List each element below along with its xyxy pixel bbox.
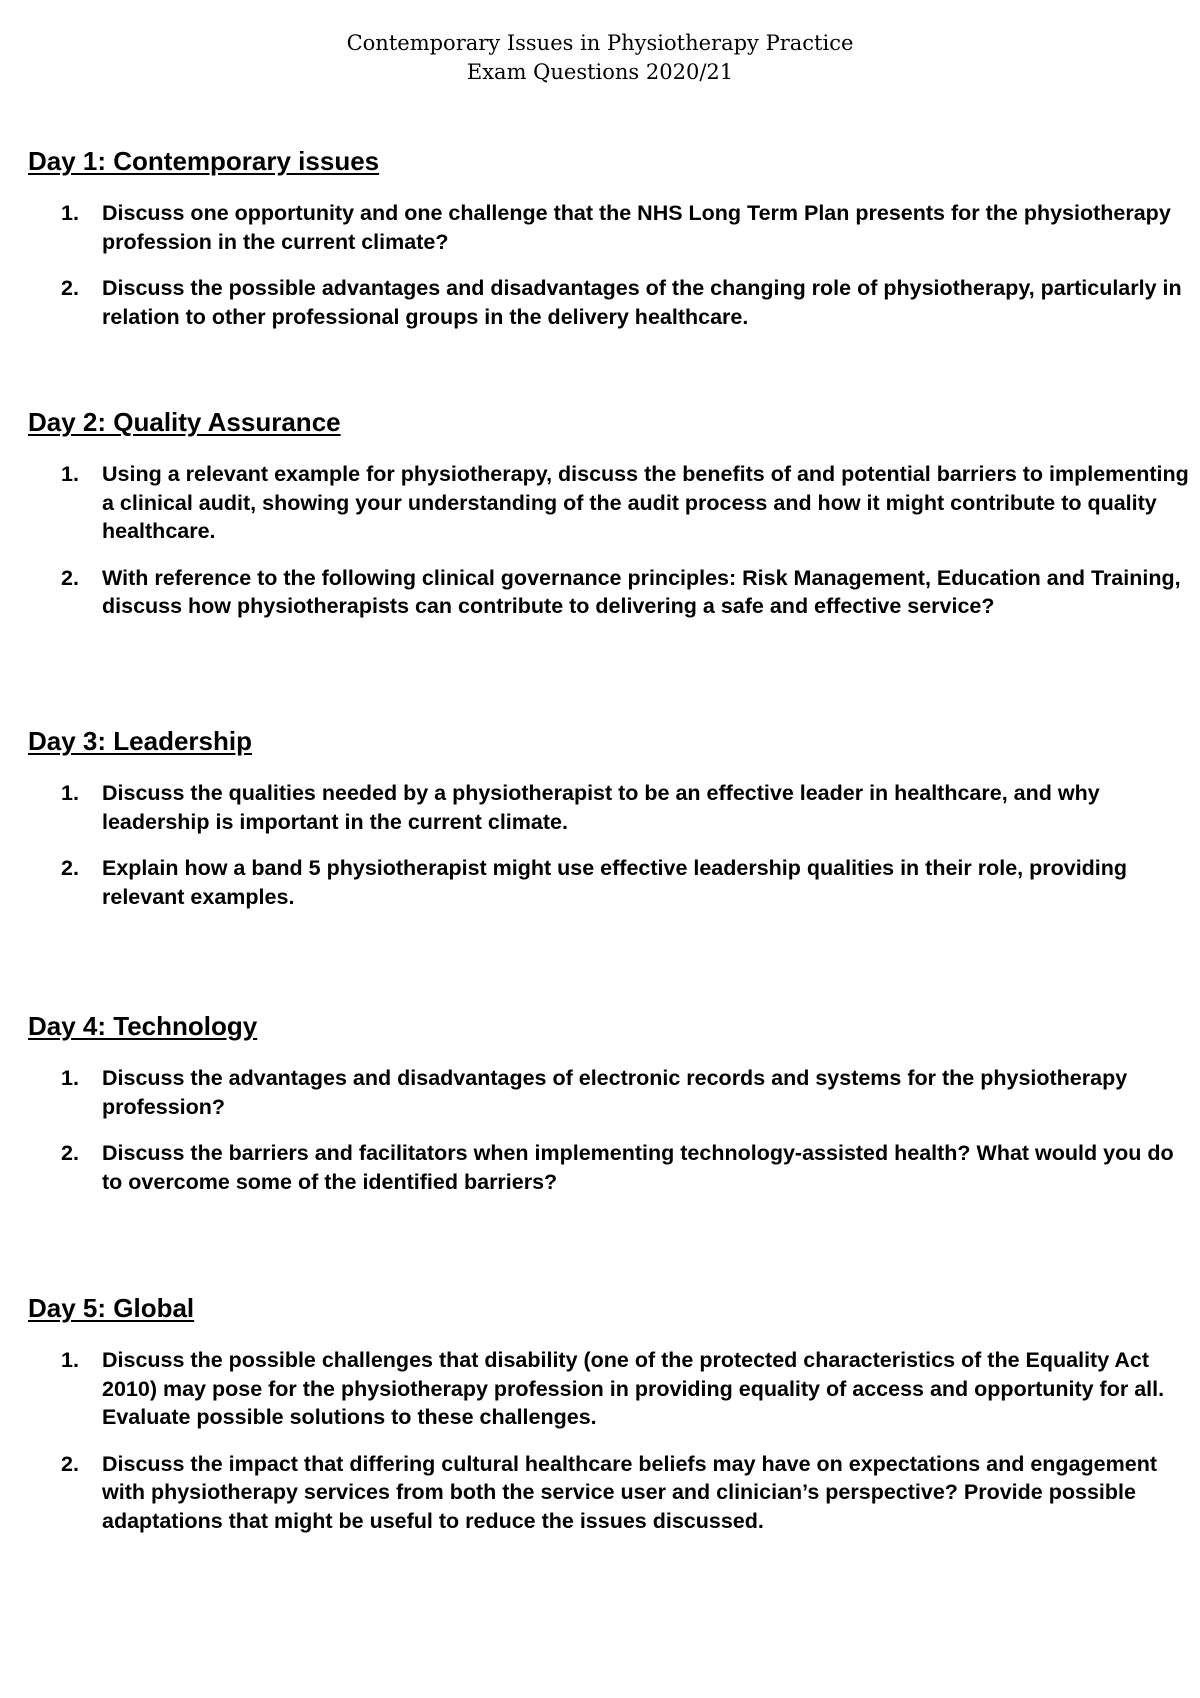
question-number: 1. (61, 462, 79, 486)
section-day-4 (28, 1010, 1178, 1196)
question-text: Discuss the barriers and facilitators when implementing technology-assisted health? What would you do to overcome some of the identified barriers? (102, 1141, 1174, 1194)
question-number: 2. (61, 565, 79, 590)
question-text: Discuss the qualities needed by a physiotherapist to be an effective leader in healthcare, and why leadership is important in the current climate. (102, 781, 1100, 834)
question-text: Explain how a band 5 physiotherapist might use effective leadership qualities in their role, providing relevant examples. (102, 856, 1128, 909)
course-title: Contemporary Issues in Physiotherapy Practice (346, 31, 854, 55)
question-number: 2. (61, 1451, 79, 1476)
section-heading-day-2: Day 2: Quality Assurance (28, 407, 341, 437)
question-number: 2. (61, 276, 79, 300)
question-number: 1. (61, 1348, 79, 1372)
question-day-2-1 (61, 460, 1192, 546)
question-day-3-2 (61, 854, 1192, 911)
question-number: 1. (61, 781, 79, 805)
question-text: Discuss the possible advantages and disadvantages of the changing role of physiotherapy, particularly in relation to other professional groups in the delivery healthcare. (102, 276, 1182, 329)
question-day-1-1 (61, 199, 1192, 256)
question-day-3-1 (61, 779, 1192, 836)
question-day-1-2 (61, 274, 1192, 331)
section-day-3 (28, 725, 1178, 911)
question-day-4-1 (61, 1064, 1192, 1121)
question-text: Discuss one opportunity and one challenge that the NHS Long Term Plan presents for the physiotherapy profession in the current climate? (102, 201, 1171, 254)
question-text: Discuss the impact that differing cultural healthcare beliefs may have on expectations and engagement with physiotherapy services from both the service user and clinician’s perspective? Provide possible adaptations that might be useful to reduce the issues discussed. (102, 1451, 1157, 1533)
document-header (0, 29, 1200, 87)
section-heading-day-3: Day 3: Leadership (28, 726, 252, 756)
exam-title: Exam Questions 2020/21 (466, 60, 734, 84)
question-text: Discuss the possible challenges that disability (one of the protected characteristics of the Equality Act 2010) may pose for the physiotherapy profession in providing equality of access and opportunity for all. Evaluate possible solutions to these challenges. (102, 1348, 1165, 1429)
section-day-5 (28, 1292, 1178, 1535)
section-heading-day-1: Day 1: Contemporary issues (28, 146, 380, 176)
question-text: Using a relevant example for physiotherapy, discuss the benefits of and potential barriers to implementing a clinical audit, showing your understanding of the audit process and how it might contribute to quality healthcare. (102, 462, 1189, 543)
section-heading-day-5: Day 5: Global (28, 1293, 195, 1323)
question-number: 2. (61, 1141, 79, 1165)
question-day-2-2 (61, 564, 1192, 621)
question-text: With reference to the following clinical governance principles: Risk Management, Education and Training, discuss how physiotherapists can contribute to delivering a safe and effective service? (102, 565, 1181, 618)
question-day-5-1 (61, 1346, 1192, 1432)
section-day-2 (28, 406, 1189, 621)
question-number: 2. (61, 856, 79, 880)
question-number: 1. (61, 1066, 79, 1090)
question-text: Discuss the advantages and disadvantages of electronic records and systems for the physiotherapy profession? (102, 1066, 1128, 1119)
question-number: 1. (61, 201, 79, 225)
question-day-5-2 (61, 1450, 1192, 1536)
question-day-4-2 (61, 1139, 1192, 1196)
section-day-1 (28, 145, 1182, 331)
section-heading-day-4: Day 4: Technology (28, 1011, 258, 1041)
